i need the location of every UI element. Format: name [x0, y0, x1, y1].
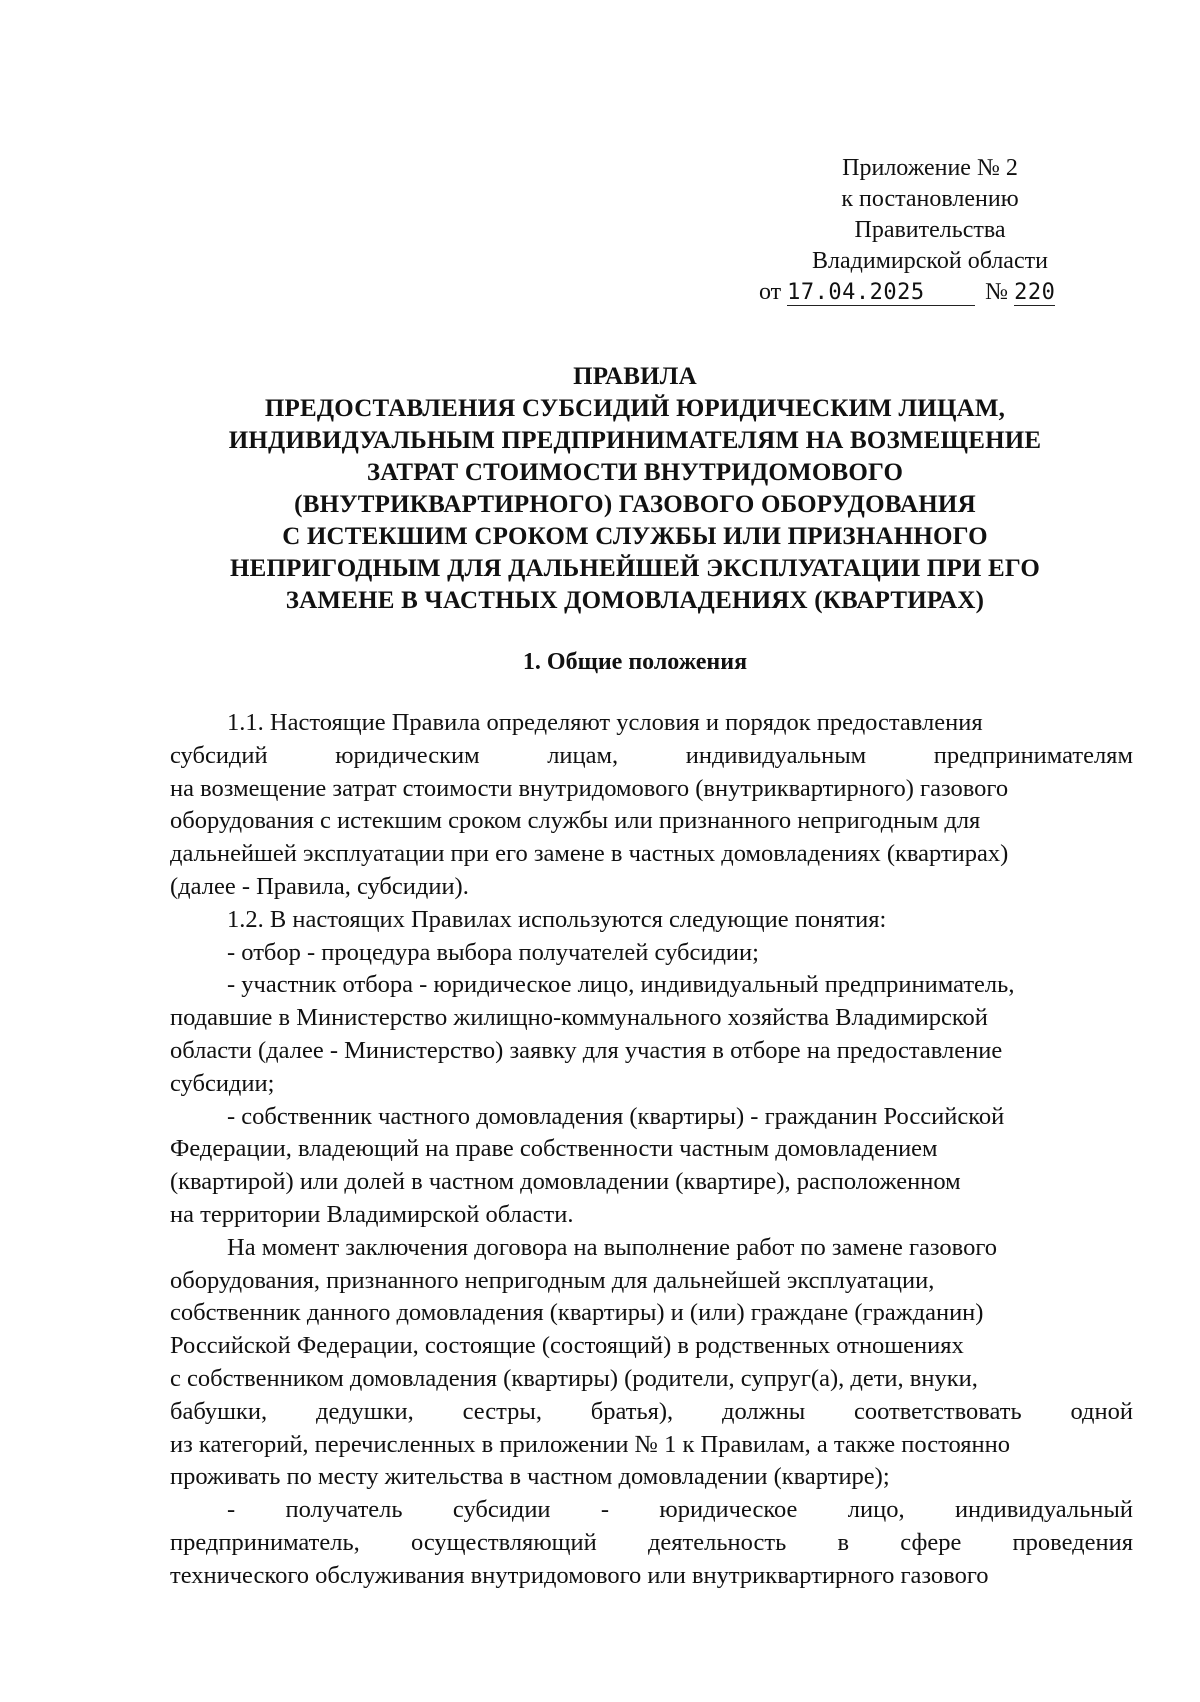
paragraph-line: 1.1. Настоящие Правила определяют условия и порядок предоставления: [227, 709, 983, 736]
paragraph-line: дальнейшей эксплуатации при его замене в частных домовладениях (квартирах): [170, 840, 1009, 868]
paragraph-line: [170, 1494, 1133, 1527]
word: предпринимателям: [933, 741, 1133, 769]
paragraph-line: субсидии;: [170, 1069, 275, 1097]
paragraph-line: [170, 1396, 1133, 1429]
approval-date-prefix: от: [759, 279, 782, 305]
word: братья),: [590, 1397, 674, 1425]
approval-block: [760, 153, 1100, 308]
approval-date-field: [787, 280, 975, 306]
title-line: (ВНУТРИКВАРТИРНОГО) ГАЗОВОГО ОБОРУДОВАНИЯ: [294, 491, 976, 518]
word: юридическое: [659, 1496, 798, 1524]
title-line: ИНДИВИДУАЛЬНЫМ ПРЕДПРИНИМАТЕЛЯМ НА ВОЗМЕЩЕНИЕ: [228, 427, 1042, 454]
word: должны: [722, 1397, 806, 1425]
paragraph-line: области (далее - Министерство) заявку для участия в отборе на предоставление: [170, 1036, 1003, 1064]
word: бабушки,: [170, 1397, 268, 1425]
word: субсидий: [170, 741, 268, 769]
word: сфере: [900, 1528, 962, 1556]
paragraph-line: Федерации, владеющий на праве собственности частным домовладением: [170, 1135, 938, 1163]
word: -: [227, 1496, 236, 1524]
paragraph-line: оборудования с истекшим сроком службы или признанного непригодным для: [170, 807, 981, 835]
document-body: [170, 707, 1133, 1593]
paragraph-line: - отбор - процедура выбора получателей субсидии;: [227, 938, 759, 966]
word: предприниматель,: [170, 1528, 360, 1556]
paragraph-line: 1.2. В настоящих Правилах используются следующие понятия:: [227, 905, 887, 933]
approval-region: Владимирской области: [812, 248, 1048, 274]
paragraph-line: собственник данного домовладения (квартиры) и (или) граждане (гражданин): [170, 1299, 984, 1327]
title-line: НЕПРИГОДНЫМ ДЛЯ ДАЛЬНЕЙШЕЙ ЭКСПЛУАТАЦИИ ПРИ ЕГО: [229, 555, 1041, 582]
approval-to-resolution: к постановлению: [841, 186, 1019, 212]
word: лицам,: [547, 741, 619, 769]
paragraph-line: - собственник частного домовладения (квартиры) - гражданин Российской: [227, 1102, 1005, 1130]
paragraph-line: - участник отбора - юридическое лицо, индивидуальный предприниматель,: [227, 971, 1015, 999]
word: -: [600, 1496, 610, 1524]
paragraph-line: с собственником домовладения (квартиры) (родители, супруг(а), дети, внуки,: [170, 1364, 978, 1392]
paragraph-line: Российской Федерации, состоящие (состоящий) в родственных отношениях: [170, 1332, 964, 1360]
paragraph-line: оборудования, признанного непригодным для дальнейшей эксплуатации,: [170, 1266, 935, 1294]
paragraph-line: на территории Владимирской области.: [170, 1200, 574, 1228]
word: осуществляющий: [410, 1528, 597, 1556]
word: проведения: [1012, 1528, 1133, 1556]
title-line: С ИСТЕКШИМ СРОКОМ СЛУЖБЫ ИЛИ ПРИЗНАННОГО: [282, 523, 988, 550]
word: индивидуальным: [685, 741, 867, 769]
word: юридическим: [335, 741, 480, 769]
approval-date-line: [759, 277, 1100, 308]
title-line: ЗАМЕНЕ В ЧАСТНЫХ ДОМОВЛАДЕНИЯХ (КВАРТИРАХ): [285, 587, 985, 614]
word: индивидуальный: [954, 1496, 1133, 1524]
approval-number-prefix: №: [985, 279, 1009, 305]
word: получатель: [285, 1496, 403, 1524]
word: субсидии: [452, 1496, 551, 1524]
approval-government: Правительства: [854, 217, 1006, 243]
section-heading: 1. Общие положения: [522, 649, 748, 675]
paragraph-line: [170, 740, 1133, 773]
paragraph-line: подавшие в Министерство жилищно-коммунального хозяйства Владимирской: [170, 1004, 988, 1032]
approval-appendix: Приложение № 2: [842, 155, 1018, 181]
approval-date: 17.04.2025: [787, 280, 925, 305]
word: в: [837, 1528, 850, 1556]
word: лицо,: [847, 1496, 905, 1524]
paragraph-line: на возмещение затрат стоимости внутридомового (внутриквартирного) газового: [170, 774, 1009, 802]
title-line: ПРАВИЛА: [573, 363, 697, 390]
paragraph-line: (далее - Правила, субсидии).: [170, 872, 469, 900]
approval-number: 220: [1014, 280, 1056, 305]
paragraph-line: (квартирой) или долей в частном домовладении (квартире), расположенном: [170, 1168, 961, 1196]
word: одной: [1070, 1397, 1133, 1425]
paragraph-line: [170, 1527, 1133, 1560]
word: дедушки,: [315, 1397, 414, 1425]
paragraph-line: проживать по месту жительства в частном домовладении (квартире);: [170, 1463, 890, 1491]
word: сестры,: [462, 1397, 542, 1425]
title-line: ПРЕДОСТАВЛЕНИЯ СУБСИДИЙ ЮРИДИЧЕСКИМ ЛИЦАМ,: [264, 395, 1006, 422]
paragraph-line: технического обслуживания внутридомового или внутриквартирного газового: [170, 1561, 989, 1589]
paragraph-line: из категорий, перечисленных в приложении № 1 к Правилам, а также постоянно: [170, 1430, 1011, 1458]
word: соответствовать: [854, 1397, 1022, 1425]
document-title: [170, 361, 1100, 617]
paragraph-line: На момент заключения договора на выполнение работ по замене газового: [227, 1233, 998, 1261]
title-line: ЗАТРАТ СТОИМОСТИ ВНУТРИДОМОВОГО: [366, 459, 904, 486]
word: деятельность: [647, 1528, 787, 1556]
